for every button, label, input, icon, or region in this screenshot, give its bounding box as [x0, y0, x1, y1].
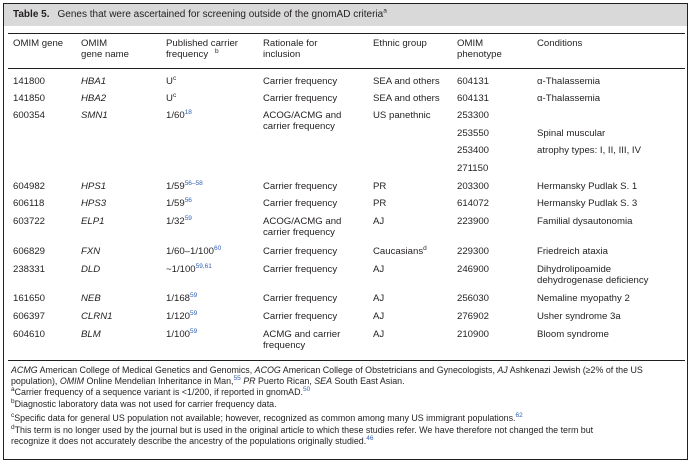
footnote-run: Online Mendelian Inheritance in Man, [84, 376, 234, 386]
header-omim-phenotype: phenotype [457, 49, 502, 60]
frequency-ref[interactable]: 59 [190, 327, 198, 335]
cell-conditions: Friedreich ataxia [537, 246, 608, 257]
footnote-b [11, 399, 277, 410]
cell-rationale: Carrier frequency [263, 264, 338, 275]
cell-omim-gene: 604610 [13, 329, 46, 340]
cell-conditions: dehydrogenase deficiency [537, 275, 649, 286]
cell-rationale: Carrier frequency [263, 76, 338, 87]
cell-conditions: Nemaline myopathy 2 [537, 293, 630, 304]
cell-ethnic-group [373, 264, 384, 276]
footnote-run: American College of Medical Genetics and Genomics, [37, 365, 255, 375]
cell-omim-gene: 603722 [13, 216, 46, 227]
cell-omim-phenotype: 246900 [457, 264, 490, 275]
ethnic-value: AJ [373, 216, 385, 227]
cell-rationale: Carrier frequency [263, 198, 338, 209]
frequency-ref[interactable]: 59 [184, 214, 192, 222]
header-ethnic-group: Ethnic group [373, 38, 427, 49]
frequency-ref[interactable]: 18 [184, 108, 192, 116]
footnote-d-cont [11, 436, 373, 447]
cell-rationale: Carrier frequency [263, 311, 338, 322]
cell-gene-name: HPS1 [81, 181, 107, 192]
header-omim-gene: OMIM gene [13, 38, 64, 49]
cell-gene-name: NEB [81, 293, 101, 304]
footnote-run: ACMG [11, 365, 38, 375]
frequency-value: 1/32 [166, 216, 185, 227]
cell-rationale: Carrier frequency [263, 246, 338, 257]
cell-gene-name: HPS3 [81, 198, 107, 209]
footnote-d-mark: d [11, 424, 15, 432]
frequency-value: 1/120 [166, 311, 191, 322]
footnote-run: ACOG [254, 365, 281, 375]
header-sup: b [215, 47, 219, 55]
cell-omim-phenotype: 604131 [457, 93, 490, 104]
footnote-d-text: This term is no longer used by the journal but is used in the original article to which these studies refer. We have therefore not changed the term but [14, 425, 594, 435]
header-gene-name: gene name [81, 49, 130, 60]
footnote-a-mark: a [11, 386, 15, 394]
header-rationale: inclusion [263, 49, 301, 60]
ethnic-value: Caucasians [373, 246, 424, 257]
cell-omim-phenotype: 253400 [457, 145, 490, 157]
frequency-value: 1/59 [166, 198, 185, 209]
cell-ethnic-group [373, 198, 386, 210]
cell-omim-phenotype: 203300 [457, 181, 490, 192]
cell-rationale: Carrier frequency [263, 293, 338, 304]
cell-conditions: Usher syndrome 3a [537, 311, 621, 322]
cell-conditions: Hermansky Pudlak S. 1 [537, 181, 638, 192]
frequency-value: 1/60–1/100 [166, 246, 215, 257]
ethnic-value: AJ [373, 264, 385, 275]
cell-omim-gene: 606397 [13, 311, 46, 322]
cell-conditions: atrophy types: I, II, III, IV [537, 145, 641, 157]
cell-omim-phenotype: 253550 [457, 127, 490, 139]
frequency-ref[interactable]: 59,61 [195, 262, 212, 270]
table-caption [13, 9, 387, 20]
frequency-ref[interactable]: 56–58 [184, 179, 203, 187]
header-gene-name: OMIM [81, 38, 108, 49]
cell-carrier-frequency [166, 216, 192, 228]
cell-ethnic-group [373, 293, 384, 305]
footnote-a-ref[interactable]: 50 [302, 386, 311, 394]
frequency-value: 1/168 [166, 293, 191, 304]
footnote-run: SEA [314, 376, 333, 386]
cell-omim-phenotype: 223900 [457, 216, 490, 227]
caption-sup: a [383, 7, 387, 15]
ethnic-value: PR [373, 198, 387, 209]
frequency-value: ~1/100 [166, 264, 196, 275]
cell-gene-name: SMN1 [81, 110, 108, 121]
footnote-c-mark: c [11, 412, 15, 420]
cell-carrier-frequency [166, 293, 197, 305]
cell-gene-name: ELP1 [81, 216, 105, 227]
cell-carrier-frequency [166, 311, 197, 323]
cell-rationale: ACMG and carrier [263, 329, 341, 340]
cell-omim-phenotype: 229300 [457, 246, 490, 257]
footnote-run: Ashkenazi Jewish (≥2% of the US [507, 365, 643, 375]
cell-omim-gene: 600354 [13, 110, 46, 121]
ethnic-value: AJ [373, 293, 385, 304]
header-omim-phenotype: OMIM [457, 38, 484, 49]
cell-ethnic-group [373, 246, 427, 258]
cell-carrier-frequency [166, 76, 176, 88]
cell-conditions: Spinal muscular [537, 127, 606, 139]
footnote-b-text: Diagnostic laboratory data was not used for carrier frequency data. [14, 399, 277, 409]
cell-omim-gene: 606829 [13, 246, 46, 257]
cell-omim-phenotype: 276902 [457, 311, 490, 322]
frequency-value: 1/60 [166, 110, 185, 121]
cell-rationale: Carrier frequency [263, 181, 338, 192]
cell-ethnic-group [373, 216, 384, 228]
cell-conditions: Bloom syndrome [537, 329, 609, 340]
cell-carrier-frequency [166, 246, 221, 258]
cell-carrier-frequency [166, 181, 203, 193]
cell-ethnic-group [373, 110, 431, 122]
footnote-run: OMIM [59, 376, 85, 386]
cell-conditions: Dihydrolipoamide [537, 264, 612, 275]
header-sup-wrap [215, 49, 219, 61]
cell-rationale: carrier frequency [263, 227, 335, 238]
cell-carrier-frequency [166, 110, 192, 122]
ethnic-value: SEA and others [373, 93, 440, 104]
caption-text: Genes that were ascertained for screening outside of the gnomAD criteria [57, 9, 384, 20]
cell-omim-gene: 141800 [13, 76, 46, 87]
cell-conditions: Hermansky Pudlak S. 3 [537, 198, 638, 209]
frequency-ref[interactable]: 60 [214, 244, 222, 252]
cell-rationale: frequency [263, 340, 306, 351]
footnote-c-ref[interactable]: 62 [515, 412, 523, 420]
cell-ethnic-group [373, 76, 440, 88]
cell-omim-gene: 161650 [13, 293, 46, 304]
frequency-value: U [166, 76, 173, 87]
cell-rationale: Carrier frequency [263, 93, 338, 104]
cell-gene-name: FXN [81, 246, 101, 257]
cell-conditions: α-Thalassemia [537, 93, 601, 104]
footnote-d-text-cont: recognize it does not accurately describe the ancestry of the populations originally studied. [11, 436, 367, 446]
footnote-run: South East Asian. [332, 376, 405, 386]
footnote-ref[interactable]: 55 [233, 375, 241, 383]
cell-gene-name: DLD [81, 264, 101, 275]
cell-conditions: Familial dysautonomia [537, 216, 633, 227]
bottom-rule [8, 360, 685, 361]
header-carrier-frequency: Published carrier [166, 38, 238, 49]
cell-ethnic-group [373, 329, 384, 341]
frequency-note: c [172, 74, 177, 82]
cell-omim-gene: 141850 [13, 93, 46, 104]
footnote-c-text: Specific data for general US population not available; however, recognized as common among many US immigrant populations. [14, 413, 516, 423]
cell-omim-phenotype: 256030 [457, 293, 490, 304]
frequency-value: 1/100 [166, 329, 191, 340]
ethnic-value: AJ [373, 329, 385, 340]
footnote-run: AJ [497, 365, 508, 375]
cell-carrier-frequency [166, 198, 192, 210]
footnote-abbreviations-cont [11, 376, 405, 387]
header-rationale: Rationale for [263, 38, 318, 49]
cell-ethnic-group [373, 311, 384, 323]
ethnic-value: AJ [373, 311, 385, 322]
ethnic-note: d [423, 244, 427, 252]
cell-gene-name: HBA2 [81, 93, 107, 104]
footnote-abbreviations [11, 365, 643, 376]
cell-gene-name: CLRN1 [81, 311, 113, 322]
cell-omim-gene: 606118 [13, 198, 45, 209]
top-rule [8, 33, 685, 34]
footnote-c [11, 413, 523, 424]
cell-rationale: carrier frequency [263, 121, 335, 132]
cell-omim-gene: 238331 [13, 264, 46, 275]
header-conditions: Conditions [537, 38, 583, 49]
cell-omim-phenotype: 210900 [457, 329, 490, 340]
footnote-run: population), [11, 376, 60, 386]
frequency-note: c [172, 91, 177, 99]
cell-gene-name: BLM [81, 329, 101, 340]
frequency-ref[interactable]: 59 [190, 309, 198, 317]
cell-ethnic-group [373, 181, 386, 193]
caption-label: Table 5. [13, 9, 50, 20]
frequency-value: U [166, 93, 173, 104]
cell-gene-name: HBA1 [81, 76, 107, 87]
header-rule [8, 68, 685, 69]
footnote-run: PR [243, 376, 256, 386]
cell-rationale: ACOG/ACMG and [263, 216, 342, 227]
ethnic-value: US panethnic [373, 110, 431, 121]
cell-conditions: α-Thalassemia [537, 76, 601, 87]
footnote-d [11, 425, 593, 436]
cell-omim-phenotype: 271150 [457, 163, 489, 175]
cell-omim-phenotype: 614072 [457, 198, 490, 209]
cell-omim-phenotype: 253300 [457, 110, 490, 121]
cell-omim-phenotype: 604131 [457, 76, 490, 87]
footnote-run: Puerto Rican, [255, 376, 315, 386]
ethnic-value: SEA and others [373, 76, 440, 87]
cell-rationale: ACOG/ACMG and [263, 110, 342, 121]
cell-carrier-frequency [166, 329, 197, 341]
cell-omim-gene: 604982 [13, 181, 46, 192]
footnote-b-mark: b [11, 398, 15, 406]
footnote-a [11, 387, 310, 398]
footnote-d-ref[interactable]: 46 [366, 435, 374, 443]
cell-ethnic-group [373, 93, 440, 105]
footnote-run: American College of Obstetricians and Gynecologists, [280, 365, 498, 375]
frequency-ref[interactable]: 56 [184, 196, 192, 204]
ethnic-value: PR [373, 181, 387, 192]
header-carrier-frequency: frequency [166, 49, 209, 60]
frequency-ref[interactable]: 59 [190, 291, 198, 299]
frequency-value: 1/59 [166, 181, 185, 192]
cell-carrier-frequency [166, 93, 176, 105]
footnote-a-text: Carrier frequency of a sequence variant is <1/200, if reported in gnomAD. [14, 387, 303, 397]
cell-carrier-frequency [166, 264, 212, 276]
